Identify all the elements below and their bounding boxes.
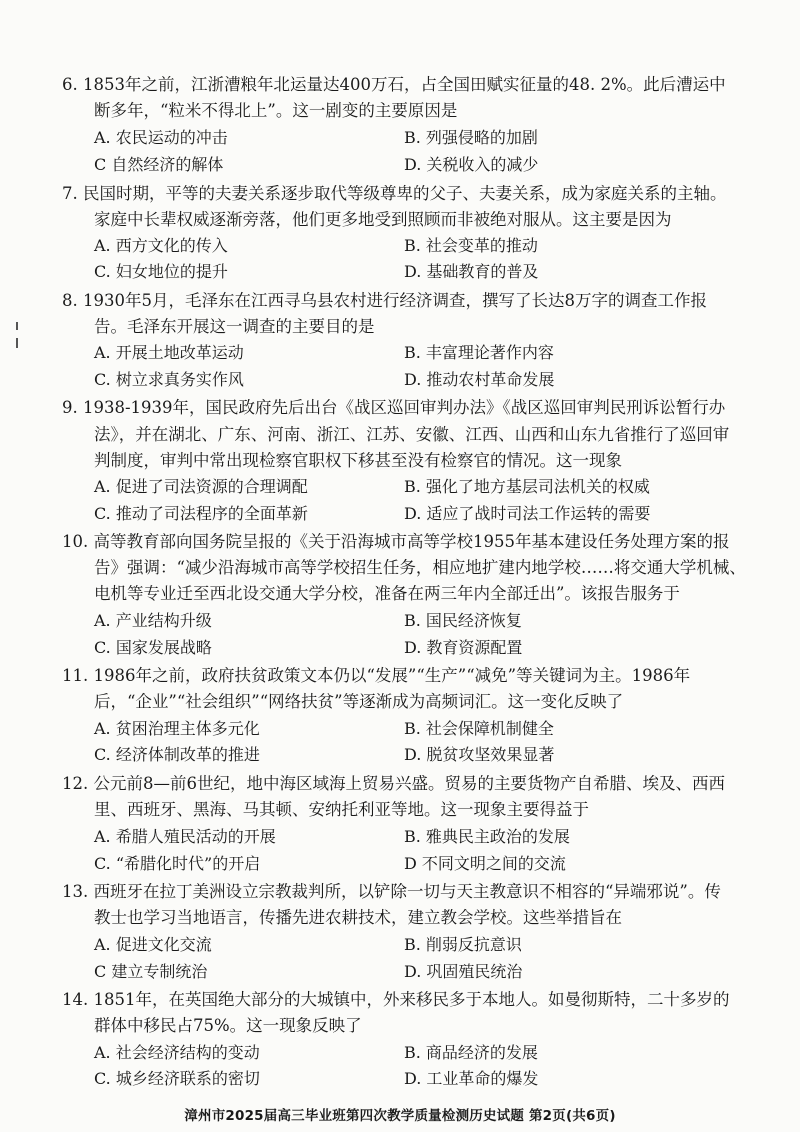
question-stem-line: 13. 西班牙在拉丁美洲设立宗教裁判所，以铲除一切与天主教意识不相容的“异端邪说”。传 [62, 882, 721, 901]
option-b: B. 强化了地方基层司法机关的权威 [404, 477, 650, 496]
option-c: C. 妇女地位的提升 [94, 262, 228, 281]
option-c: C. 经济体制改革的推进 [94, 745, 260, 764]
option-b: B. 社会保障机制健全 [404, 719, 554, 738]
option-c: C. 推动了司法程序的全面革新 [94, 504, 308, 523]
question-stem-line: 群体中移民占75%。这一现象反映了 [94, 1016, 362, 1035]
option-a: A. 西方文化的传入 [94, 236, 228, 255]
question-stem-line: 教士也学习当地语言，传播先进农耕技术，建立教会学校。这些举措旨在 [94, 908, 622, 927]
option-d: D. 工业革命的爆发 [404, 1069, 539, 1088]
question-stem-line: 里、西班牙、黑海、马其顿、安纳托利亚等地。这一现象主要得益于 [94, 800, 589, 819]
question-stem-line: 断多年，“粒米不得北上”。这一剧变的主要原因是 [94, 101, 458, 120]
question-stem-line: 后，“企业”“社会组织”“网络扶贫”等逐渐成为高频词汇。这一变化反映了 [94, 692, 624, 711]
margin-mark [16, 338, 18, 348]
question-stem-line: 12. 公元前8—前6世纪，地中海区域海上贸易兴盛。贸易的主要货物产自希腊、埃及、西西 [62, 774, 725, 793]
option-a: A. 贫困治理主体多元化 [94, 719, 260, 738]
question-stem-line: 6. 1853年之前，江浙漕粮年北运量达400万石，占全国田赋实征量的48. 2%。此后漕运中 [62, 75, 726, 94]
question-stem-line: 11. 1986年之前，政府扶贫政策文本仍以“发展”“生产”“减免”等关键词为主。1986年 [62, 666, 691, 685]
option-d: D. 基础教育的普及 [404, 262, 539, 281]
question-stem-line: 家庭中长辈权威逐渐旁落，他们更多地受到照顾而非被绝对服从。这主要是因为 [94, 210, 672, 229]
question-stem-line: 告》强调：“减少沿海城市高等学校招生任务，相应地扩建内地学校……将交通大学机械、 [94, 558, 746, 577]
question-stem-line: 10. 高等教育部向国务院呈报的《关于沿海城市高等学校1955年基本建设任务处理方案的报 [62, 532, 730, 551]
option-a: A. 产业结构升级 [94, 611, 212, 630]
option-c: C. 树立求真务实作风 [94, 370, 244, 389]
option-a: A. 促进文化交流 [94, 935, 212, 954]
option-c: C 自然经济的解体 [94, 155, 224, 174]
page-footer: 漳州市2025届高三毕业班第四次教学质量检测历史试题 第2页(共6页) [184, 1108, 616, 1124]
option-b: B. 列强侵略的加剧 [404, 128, 538, 147]
option-b: B. 商品经济的发展 [404, 1043, 538, 1062]
question-stem-line: 9. 1938-1939年，国民政府先后出台《战区巡回审判办法》《战区巡回审判民刑诉讼暂行办 [62, 398, 726, 417]
option-b: B. 丰富理论著作内容 [404, 343, 554, 362]
question-stem-line: 告。毛泽东开展这一调查的主要目的是 [94, 317, 375, 336]
question-stem-line: 法》，并在湖北、广东、河南、浙江、江苏、安徽、江西、山西和山东九省推行了巡回审 [94, 425, 730, 444]
option-c: C 建立专制统治 [94, 962, 208, 981]
option-a: A. 开展土地改革运动 [94, 343, 244, 362]
option-d: D. 巩固殖民统治 [404, 962, 523, 981]
option-c: C. 城乡经济联系的密切 [94, 1069, 260, 1088]
question-stem-line: 8. 1930年5月，毛泽东在江西寻乌县农村进行经济调查，撰写了长达8万字的调查工作报 [62, 291, 707, 310]
option-c: C. “希腊化时代”的开启 [94, 854, 261, 873]
question-stem-line: 电机等专业迁至西北设交通大学分校，准备在两三年内全部迁出”。该报告服务于 [94, 584, 680, 603]
option-d: D 不同文明之间的交流 [404, 854, 566, 873]
question-stem-line: 判制度，审判中常出现检察官职权下移甚至没有检察官的情况。这一现象 [94, 451, 622, 470]
question-stem-line: 7. 民国时期，平等的夫妻关系逐步取代等级尊卑的父子、夫妻关系，成为家庭关系的主轴。 [62, 184, 727, 203]
option-b: B. 削弱反抗意识 [404, 935, 522, 954]
option-b: B. 国民经济恢复 [404, 611, 522, 630]
option-d: D. 脱贫攻坚效果显著 [404, 745, 555, 764]
question-stem-line: 14. 1851年，在英国绝大部分的大城镇中，外来移民多于本地人。如曼彻斯特，二十多岁的 [62, 990, 730, 1009]
option-a: A. 社会经济结构的变动 [94, 1043, 260, 1062]
option-d: D. 推动农村革命发展 [404, 370, 555, 389]
option-a: A. 农民运动的冲击 [94, 128, 228, 147]
option-c: C. 国家发展战略 [94, 638, 212, 657]
option-d: D. 教育资源配置 [404, 638, 523, 657]
option-b: B. 社会变革的推动 [404, 236, 538, 255]
option-d: D. 适应了战时司法工作运转的需要 [404, 504, 651, 523]
option-a: A. 希腊人殖民活动的开展 [94, 827, 276, 846]
option-a: A. 促进了司法资源的合理调配 [94, 477, 308, 496]
option-b: B. 雅典民主政治的发展 [404, 827, 570, 846]
option-d: D. 关税收入的减少 [404, 155, 539, 174]
margin-mark [16, 322, 18, 330]
